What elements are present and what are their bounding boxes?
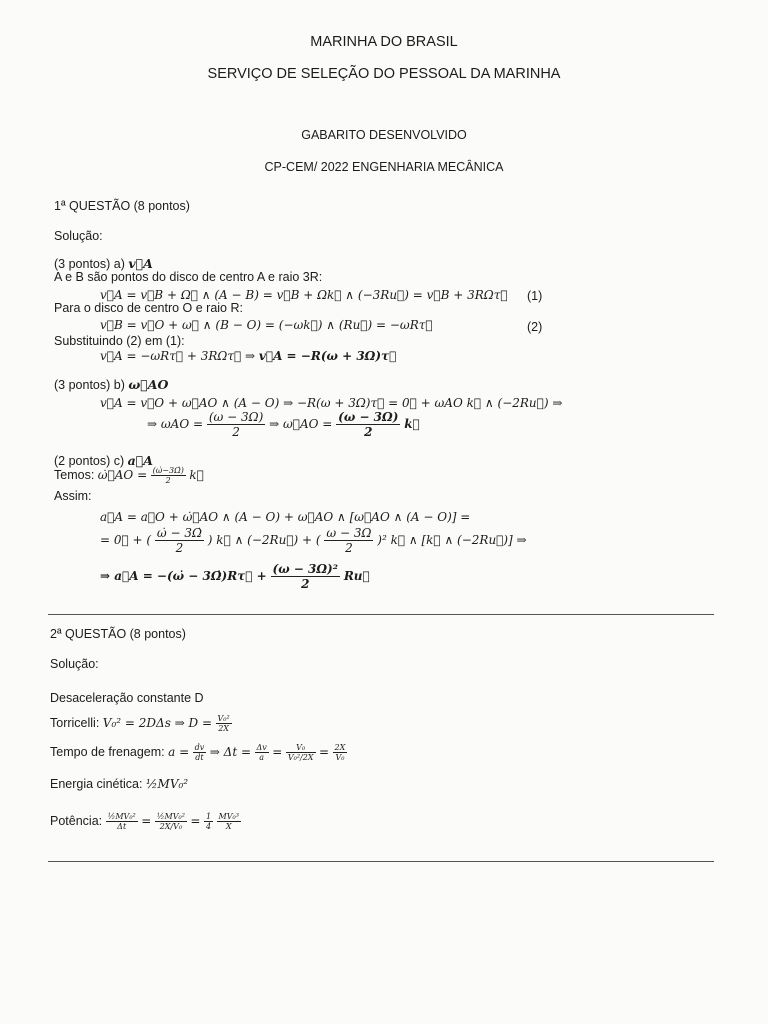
q1-title: 1ª QUESTÃO (8 pontos) bbox=[54, 199, 190, 213]
divider-2 bbox=[48, 861, 714, 862]
temos-tail: k⃗ bbox=[189, 467, 204, 482]
q1-text-o: Para o disco de centro O e raio R: bbox=[54, 301, 243, 315]
part-b-var: ω⃗AO bbox=[128, 377, 169, 392]
q2-energia: Energia cinética: ½MV₀² bbox=[50, 777, 189, 791]
q1-eq2: v⃗B = v⃗O + ω⃗ ∧ (B − O) = (−ωk⃗) ∧ (Ru⃗) = −ωRτ⃗ bbox=[100, 318, 433, 332]
eq5-mid: ⇒ ω⃗AO = bbox=[269, 417, 333, 431]
q1-eq3 bbox=[100, 349, 396, 363]
eq3-result: v⃗A = −R(ω + 3Ω)τ⃗ bbox=[258, 349, 397, 363]
q1-eq8: ⇒ a⃗A = −(ω̇ − 3Ω̇)Rτ⃗ + $\frac{\text{(ω − 3Ω)²}}{2}$ Ru⃗ bbox=[100, 562, 370, 591]
temos-label: Temos: bbox=[54, 467, 95, 482]
service-title: SERVIÇO DE SELEÇÃO DO PESSOAL DA MARINHA bbox=[207, 66, 561, 82]
org-title: MARINHA DO BRASIL bbox=[310, 34, 458, 50]
q1-part-a bbox=[54, 256, 153, 271]
q1-eq5 bbox=[147, 410, 420, 439]
q2-potencia: Potência: $\frac{\text{½MV₀²}}{\Delta t}$ = $\frac{\text{½MV₀²}}{\text{2X/V₀}}$ = $\frac{1}{4}$ $\frac{\text{MV₀³}}{X}$ bbox=[50, 812, 239, 831]
part-a-var: v⃗A bbox=[128, 256, 153, 271]
q1-eq7: = 0⃗ + ( $\frac{\omegȧ - 3\Omegȧ}{2}$ ) k⃗ ∧ (−2Ru⃗) + ( $\frac{\omega - 3\Omega}{2}$ )² k⃗ ∧ [k⃗ ∧ (−2Ru⃗)] ⇒ bbox=[100, 526, 527, 555]
q1-eq1-number: (1) bbox=[527, 289, 543, 303]
part-b-label: (3 pontos) b) bbox=[54, 378, 125, 392]
temos-frac: $\frac{(\omegȧ-3\Omegȧ)}{2}$ bbox=[152, 466, 184, 485]
part-a-label: (3 pontos) a) bbox=[54, 257, 125, 271]
eq5-tail: k⃗ bbox=[404, 417, 420, 431]
q2-decel: Desaceleração constante D bbox=[50, 691, 204, 705]
q1-eq4: v⃗A = v⃗O + ω⃗AO ∧ (A − O) ⇒ −R(ω + 3Ω)τ⃗ = 0⃗ + ωAO k⃗ ∧ (−2Ru⃗) ⇒ bbox=[100, 396, 563, 410]
q2-solution-label: Solução: bbox=[50, 657, 99, 671]
q1-eq6: a⃗A = a⃗O + ω̇⃗AO ∧ (A − O) + ω⃗AO ∧ [ω⃗AO ∧ (A − O)] = bbox=[100, 510, 471, 524]
q1-assim: Assim: bbox=[54, 489, 92, 503]
q2-torricelli: Torricelli: V₀² = 2DΔs ⇒ D = $\frac{\text{V₀²}}{2X}$ bbox=[50, 714, 230, 733]
eq3-lhs: v⃗A = −ωRτ⃗ + 3RΩτ⃗ ⇒ bbox=[100, 349, 256, 363]
q1-eq2-number: (2) bbox=[527, 320, 543, 334]
eq8-frac: $\frac{\text{(ω − 3Ω)²}}{2}$ bbox=[272, 562, 338, 591]
eq7-frac1: $\frac{\omegȧ - 3\Omegȧ}{2}$ bbox=[156, 526, 202, 555]
part-c-label: (2 pontos) c) bbox=[54, 454, 125, 468]
eq5-frac-bold: $\frac{(\omega - 3\Omega)}{2}$ bbox=[338, 410, 399, 439]
q1-temos bbox=[54, 466, 204, 485]
q1-part-b bbox=[54, 377, 168, 392]
q1-solution-label: Solução: bbox=[54, 229, 103, 243]
part-c-var: a⃗A bbox=[127, 453, 153, 468]
doc-type: GABARITO DESENVOLVIDO bbox=[301, 128, 467, 142]
eq7-frac2: $\frac{\omega - 3\Omega}{2}$ bbox=[326, 526, 372, 555]
torricelli-frac: $\frac{\text{V₀²}}{2X}$ bbox=[217, 714, 230, 733]
q2-title: 2ª QUESTÃO (8 pontos) bbox=[50, 627, 186, 641]
divider-1 bbox=[48, 614, 714, 615]
temos-eq: ω̇⃗AO = bbox=[97, 467, 148, 482]
q1-text-sub: Substituindo (2) em (1): bbox=[54, 334, 185, 348]
q1-eq1: v⃗A = v⃗B + Ω⃗ ∧ (A − B) = v⃗B + Ωk⃗ ∧ (−3Ru⃗) = v⃗B + 3RΩτ⃗ bbox=[100, 288, 508, 302]
eq5-frac: $\frac{(\omega - 3\Omega)}{2}$ bbox=[208, 410, 264, 439]
eq5-pre: ⇒ ωAO = bbox=[147, 417, 204, 431]
q1-text-ab: A e B são pontos do disco de centro A e raio 3R: bbox=[54, 270, 323, 284]
q2-tempo: Tempo de frenagem: a = $\frac{dv}{dt}$ ⇒ Δt = $\frac{\Delta v}{a}$ = $\frac{\text{V₀}}{\text{V₀²/2X}}$ = $\frac{2X}{\text{V₀}}$ bbox=[50, 743, 346, 762]
exam-title: CP-CEM/ 2022 ENGENHARIA MECÂNICA bbox=[264, 160, 504, 174]
